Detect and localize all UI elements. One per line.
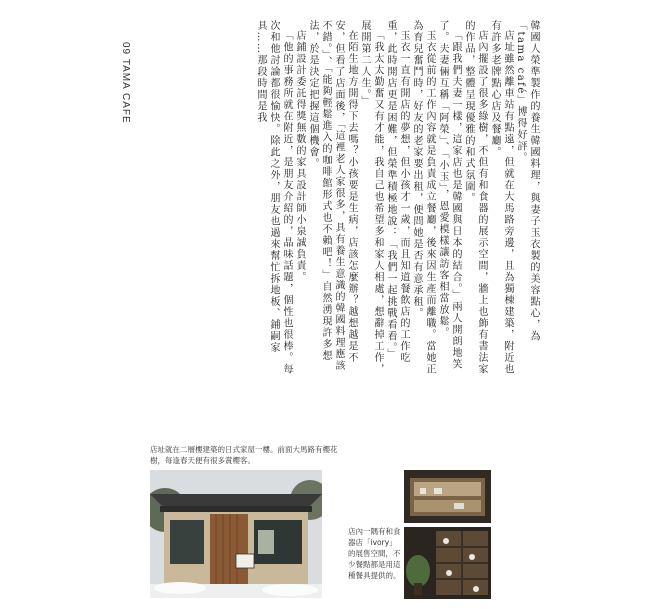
- paragraph: 「我太太勤奮又有才能，我自己也希望多和家人相處，想辭掉工作，展開第二人生。」: [359, 20, 383, 375]
- paragraph: 店鋪設計委託得獎無數的家具設計師小泉誠負責。: [294, 30, 305, 283]
- paragraph: 玉衣一直有開店的夢想，但小孩才一歲，而且知道餐飲店的工作吃重，此時開店更是困難，但榮準積極地說：「我們一起挑戰看看。」: [385, 20, 409, 364]
- paragraph: 店址雖然離車站有點遠，但就在大馬路旁邊，且為獨棟建築，附近也有許多老牌點心店及餐廳。: [489, 20, 513, 375]
- paragraph: 韓國人榮準製作的養生韓國料理，與妻子玉衣製的美容點心，為「tama café」博得好評。: [515, 20, 539, 342]
- store-exterior-photo: [150, 470, 322, 598]
- paragraph: 玉衣從前的工作內容就是負責成立餐廳，後來因生產而離職。當她正為育兒奮鬥時，好友的老家要出租，便問她是否有意承租。: [411, 20, 435, 375]
- running-header: 09 TAMA CAFE: [120, 42, 131, 124]
- paragraph: 店內擺設了很多綠樹，不但有和食器的展示空間，牆上也飾有書法家的作品，整體呈現優雅的和式氛圍。: [463, 20, 487, 375]
- shelf-photo-caption: 店內一隅有和食器店「ivory」的展售空間，不少餐點都是用這種餐具提供的。: [348, 527, 401, 580]
- paragraph: 「跟我們夫妻一樣，這家店也是韓國與日本的結合。」兩人開朗地笑了。夫妻倆互稱「阿榮」、「小玉」，恩愛模樣讓訪客相當放鬆。: [437, 20, 461, 370]
- store-photo-caption: 店址就在二層樓建築的日式家屋一樓。前面大馬路有櫻花樹，每逢春天便有很多賞櫻客。: [150, 445, 338, 465]
- paragraph: 在陌生地方開得下去嗎？小孩要是生病，店該怎麼辦？越想越是不安，但看了店面後，「這裡老人家很多，具有養生意識的韓國料理應該不錯。」、「能夠輕鬆進入的咖啡館形式也不賴吧！」自然湧現許多想法，於是決定把握這個機會。: [307, 20, 357, 372]
- shelf-photo-bottom: [404, 527, 491, 599]
- shelf-photo-top: [404, 470, 491, 523]
- article-body: [160, 20, 540, 380]
- paragraph: 「他的事務所就在附近，是朋友介紹的，晶味話題，個性也很棒。每次和他討論都很愉快。除此之外，朋友也過來幫忙拆地板、鋪嗣家具……那段時間是我: [255, 20, 292, 375]
